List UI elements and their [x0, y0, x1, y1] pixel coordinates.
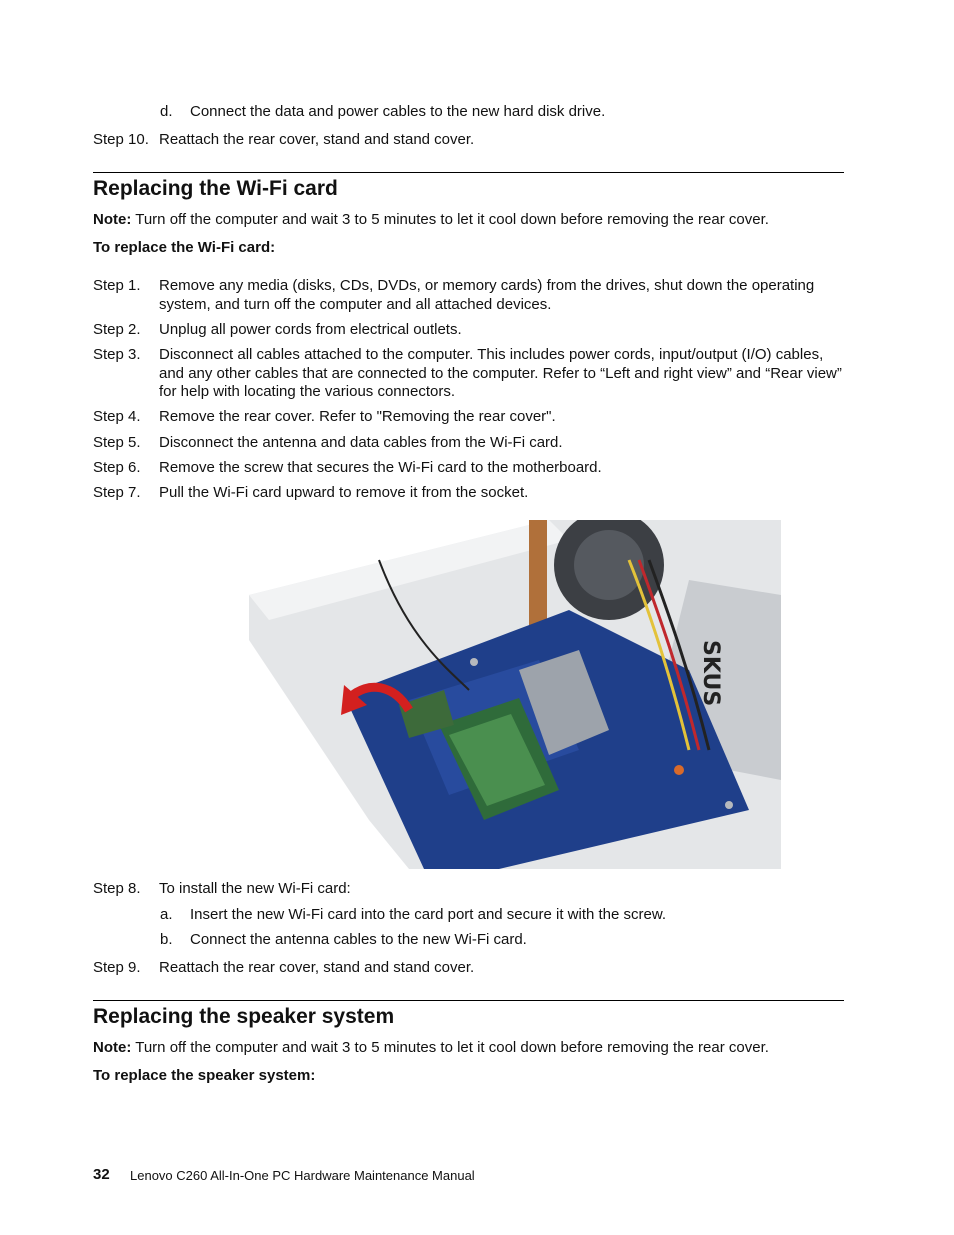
step-text: Reattach the rear cover, stand and stand cover.: [159, 959, 475, 976]
section-divider: [93, 172, 844, 173]
step-text: Unplug all power cords from electrical outlets.: [159, 321, 462, 338]
step-text: Remove any media (disks, CDs, DVDs, or memory cards) from the drives, shut down the operating system, and turn off the computer and all attached devices.: [159, 277, 815, 313]
note-text: Turn off the computer and wait 3 to 5 minutes to let it cool down before removing the rear cover.: [135, 211, 769, 228]
speaker-section-heading: Replacing the speaker system: [93, 1005, 395, 1028]
substep-d-label: d.: [160, 103, 173, 120]
step-label: Step 2.: [93, 321, 141, 338]
step-label: Step 3.: [93, 346, 141, 363]
note-label: Note:: [93, 211, 132, 228]
substep-label: b.: [160, 931, 173, 948]
note-text: Turn off the computer and wait 3 to 5 minutes to let it cool down before removing the rear cover.: [135, 1039, 769, 1056]
section-divider: [93, 1000, 844, 1001]
speaker-note: [93, 1039, 769, 1057]
substep-label: a.: [160, 906, 173, 923]
footer-manual-title: Lenovo C260 All-In-One PC Hardware Maintenance Manual: [130, 1168, 475, 1183]
step-10-text: Reattach the rear cover, stand and stand cover.: [159, 131, 475, 148]
wifi-card-removal-photo: [249, 520, 781, 869]
step-text: Remove the screw that secures the Wi-Fi card to the motherboard.: [159, 459, 602, 476]
step-label: Step 9.: [93, 959, 141, 976]
photo-drive-label: SKUS: [698, 640, 723, 707]
wifi-note: [93, 211, 769, 229]
step-label: Step 8.: [93, 880, 141, 897]
substep-text: Insert the new Wi-Fi card into the card port and secure it with the screw.: [190, 906, 667, 923]
step-label: Step 1.: [93, 277, 141, 294]
step-text: Pull the Wi-Fi card upward to remove it from the socket.: [159, 484, 529, 501]
step-label: Step 7.: [93, 484, 141, 501]
step-label: Step 4.: [93, 408, 141, 425]
step-text: To install the new Wi-Fi card:: [159, 880, 351, 897]
note-label: Note:: [93, 1039, 132, 1056]
wifi-section-heading: Replacing the Wi-Fi card: [93, 177, 338, 200]
step-text: Disconnect all cables attached to the computer. This includes power cords, input/output (I/O) cables, and any other cables that are connected to the computer. Refer to “Left and right view” and “Rear view” for help with locating the various connectors.: [159, 346, 842, 400]
step-label: Step 6.: [93, 459, 141, 476]
step-text: Disconnect the antenna and data cables from the Wi-Fi card.: [159, 434, 563, 451]
substep-text: Connect the antenna cables to the new Wi-Fi card.: [190, 931, 527, 948]
substep-d-text: Connect the data and power cables to the new hard disk drive.: [190, 103, 606, 120]
page-number: 32: [93, 1166, 110, 1183]
wifi-procedure-title: To replace the Wi-Fi card:: [93, 239, 276, 256]
step-10-label: Step 10.: [93, 131, 149, 148]
speaker-procedure-title: To replace the speaker system:: [93, 1067, 316, 1084]
step-label: Step 5.: [93, 434, 141, 451]
step-text: Remove the rear cover. Refer to "Removing the rear cover".: [159, 408, 556, 425]
